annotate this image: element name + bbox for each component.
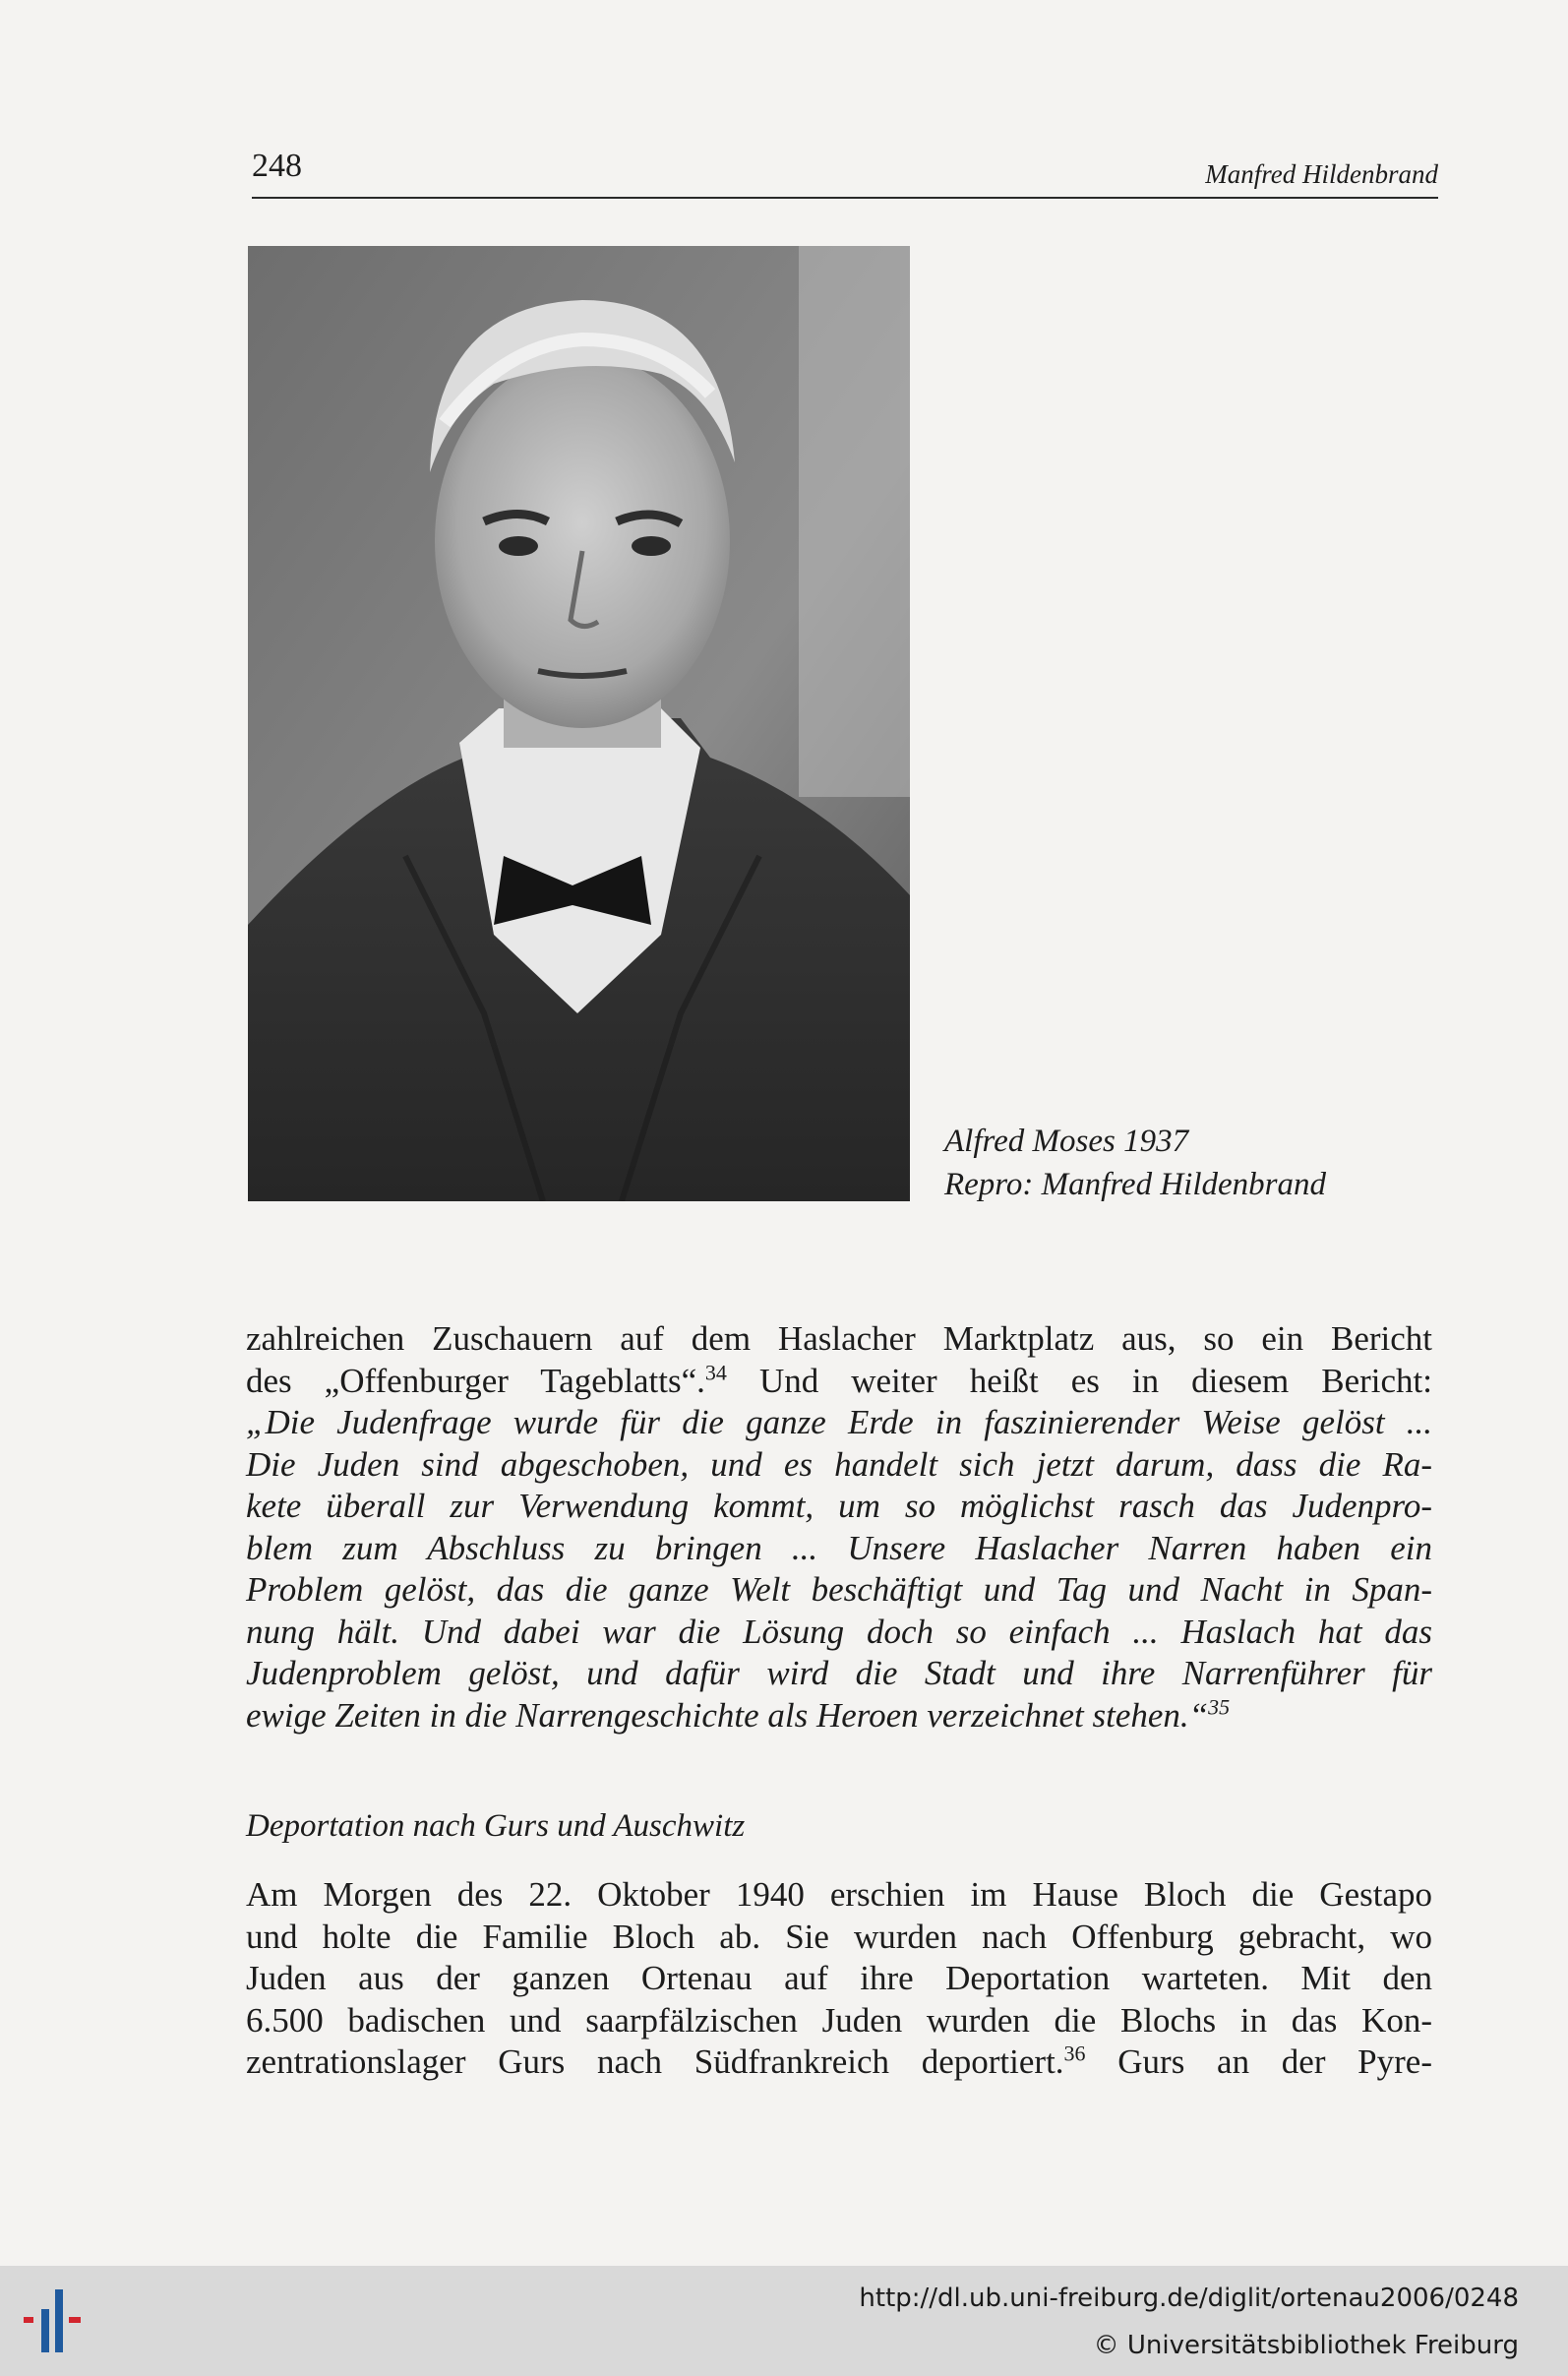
text-segment: zentrationslager Gurs nach Südfrankreich deportiert. bbox=[246, 2042, 1064, 2081]
quote-line: Judenproblem gelöst, und dafür wird die Stadt und ihre Narrenführer für bbox=[246, 1654, 1432, 1692]
photo-caption bbox=[944, 1120, 1326, 1206]
text-segment: des „Offenburger Tageblatts“. bbox=[246, 1361, 705, 1400]
copyright-notice: © Universitätsbibliothek Freiburg bbox=[1093, 2331, 1519, 2360]
quote-line: blem zum Abschluss zu bringen ... Unsere Haslacher Narren haben ein bbox=[246, 1528, 1432, 1567]
quote-line: Problem gelöst, das die ganze Welt beschäftigt und Tag und Nacht in Span- bbox=[246, 1570, 1432, 1609]
text-segment: Und weiter heißt es in diesem Bericht: bbox=[726, 1361, 1432, 1400]
footer-bar bbox=[0, 2266, 1568, 2376]
quote-line: Die Juden sind abgeschoben, und es handelt sich jetzt darum, dass die Ra- bbox=[246, 1444, 1432, 1484]
text-line: 6.500 badischen und saarpfälzischen Juden wurden die Blochs in das Kon- bbox=[246, 2000, 1432, 2040]
caption-line: Repro: Manfred Hildenbrand bbox=[944, 1167, 1326, 1202]
ub-freiburg-logo-icon bbox=[20, 2282, 98, 2360]
text-line: und holte die Familie Bloch ab. Sie wurden nach Offenburg gebracht, wo bbox=[246, 1917, 1432, 1956]
text-line bbox=[246, 1361, 1432, 1403]
text-segment: Gurs an der Pyre- bbox=[1085, 2042, 1432, 2081]
portrait-photo bbox=[248, 246, 910, 1201]
text-line: Juden aus der ganzen Ortenau auf ihre Deportation warteten. Mit den bbox=[246, 1959, 1432, 1997]
quote-line: nung hält. Und dabei war die Lösung doch so einfach ... Haslach hat das bbox=[246, 1612, 1432, 1651]
section-heading: Deportation nach Gurs und Auschwitz bbox=[246, 1808, 746, 1844]
footnote-ref: 36 bbox=[1063, 2041, 1086, 2066]
page-header bbox=[252, 148, 1438, 199]
running-head: Manfred Hildenbrand bbox=[1205, 159, 1438, 189]
portrait-illustration bbox=[248, 246, 910, 1201]
footnote-ref: 35 bbox=[1208, 1693, 1231, 1719]
quote-line: „Die Judenfrage wurde für die ganze Erde in faszinierender Weise gelöst ... bbox=[246, 1403, 1432, 1441]
page-number: 248 bbox=[252, 148, 302, 184]
caption-line: Alfred Moses 1937 bbox=[944, 1124, 1189, 1159]
text-line bbox=[246, 2041, 1432, 2084]
text-line: zahlreichen Zuschauern auf dem Haslacher Marktplatz aus, so ein Bericht bbox=[246, 1319, 1432, 1358]
quote-line: kete überall zur Verwendung kommt, um so möglichst rasch das Judenpro- bbox=[246, 1487, 1432, 1525]
text-segment: ewige Zeiten in die Narrengeschichte als Heroen verzeichnet stehen.“ bbox=[246, 1695, 1209, 1735]
quote-line bbox=[246, 1695, 1432, 1737]
body-paragraph bbox=[246, 1318, 1432, 1736]
body-paragraph bbox=[246, 1874, 1432, 2084]
text-line: Am Morgen des 22. Oktober 1940 erschien im Hause Bloch die Gestapo bbox=[246, 1875, 1432, 1914]
footnote-ref: 34 bbox=[704, 1359, 727, 1384]
source-url-link[interactable]: http://dl.ub.uni-freiburg.de/diglit/ortenau2006/0248 bbox=[859, 2284, 1519, 2313]
